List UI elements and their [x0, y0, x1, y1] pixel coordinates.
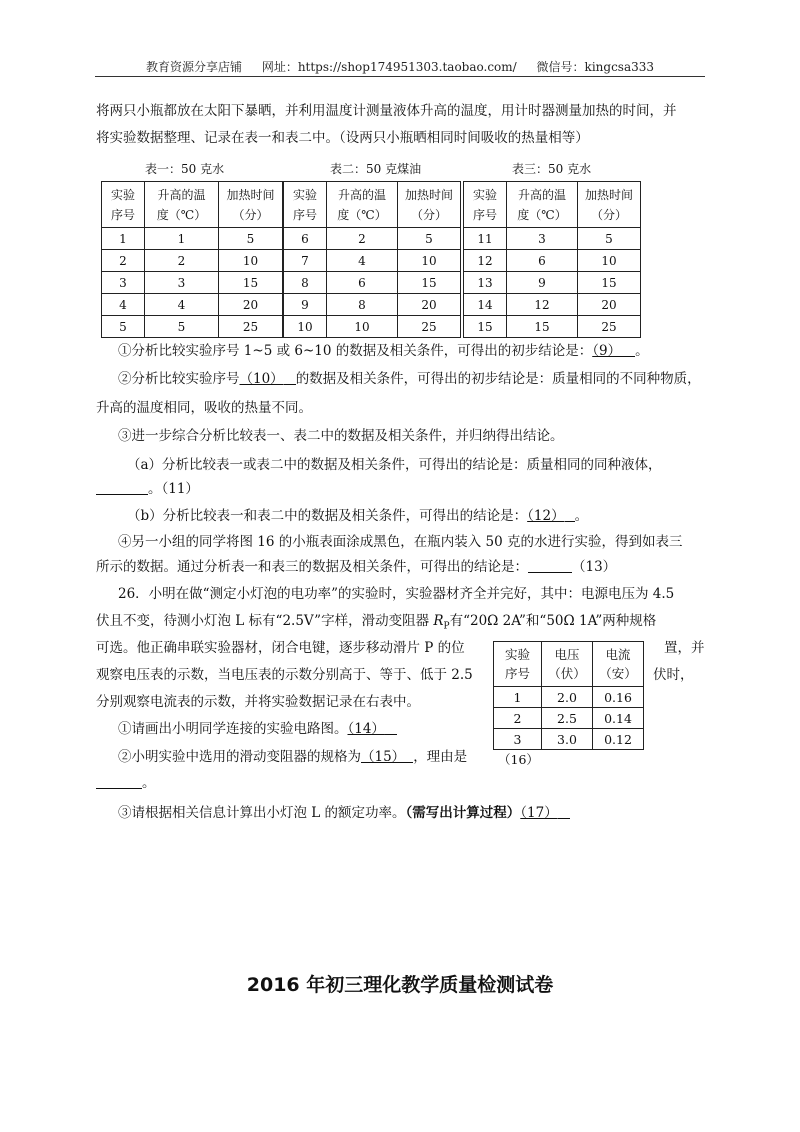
table1-header-temp: 升高的温 度（℃）: [145, 182, 219, 228]
table-voltage-current: [493, 641, 644, 750]
table-row: 5 5 25: [102, 316, 283, 338]
question-4-line-2: 所示的数据。通过分析表一和表三的数据及相关条件，可得出的结论是： （13）: [96, 559, 617, 575]
table-row: 2 2 10: [102, 250, 283, 272]
table-row: 15 15 25: [464, 316, 641, 338]
answer-blank-16[interactable]: （16）: [498, 752, 539, 767]
problem-26-line-5: 分别观察电流表的示数，并将实验数据记录在右表中。: [96, 694, 420, 710]
intro-line-1: 将两只小瓶都放在太阳下暴晒，并利用温度计测量液体升高的温度，用计时器测量加热的时间，并: [96, 103, 677, 119]
answer-blank-10[interactable]: （10）: [239, 371, 284, 387]
table-row: 11 3 5: [464, 228, 641, 250]
problem-26-line-3: 可选。他正确串联实验器材，闭合电键，逐步移动滑片 P 的位: [96, 640, 465, 656]
table-row: 14 12 20: [464, 294, 641, 316]
exam-title: 2016 年初三理化教学质量检测试卷: [246, 974, 554, 996]
answer-blank-17[interactable]: （17）: [520, 805, 558, 821]
table1-header-seq: 实验 序号: [102, 182, 145, 228]
table-row: 4 4 20: [102, 294, 283, 316]
table3-caption: 表三：50 克水: [512, 162, 592, 176]
table2: [283, 181, 461, 338]
intro-line-2: 将实验数据整理、记录在表一和表二中。（设两只小瓶晒相同时间吸收的热量相等）: [96, 130, 589, 146]
shop-name: 教育资源分享店铺: [145, 60, 242, 74]
problem-26-sub-2: ②小明实验中选用的滑动变阻器的规格为（15） ，理由是: [118, 749, 468, 765]
answer-blank-9[interactable]: （9）: [592, 343, 622, 359]
table-row: 6 2 5: [284, 228, 461, 250]
answer-blank-11[interactable]: [96, 480, 148, 495]
question-2-line-2: 升高的温度相同，吸收的热量不同。: [96, 400, 312, 416]
question-3b: （b）分析比较表一和表二中的数据及相关条件，可得出的结论是：（12） 。: [127, 508, 589, 524]
table-row: 2 2.5 0.14: [494, 708, 644, 729]
table3: [463, 181, 641, 338]
table-row: 13 9 15: [464, 272, 641, 294]
table4-header-voltage: 电压 （伏）: [542, 642, 593, 687]
table1-caption: 表一：50 克水: [145, 162, 225, 176]
question-4: ④另一小组的同学将图 16 的小瓶表面涂成黑色，在瓶内装入 50 克的水进行实验，得到如表三: [118, 534, 683, 550]
table1-header-time: 加热时间 （分）: [219, 182, 283, 228]
table4-header-current: 电流 （安）: [593, 642, 644, 687]
table-row: 10 10 25: [284, 316, 461, 338]
table3-header-seq: 实验 序号: [464, 182, 507, 228]
table-row: 3 3.0 0.12: [494, 729, 644, 750]
problem-26-sub-2-line-2: 。: [96, 773, 156, 793]
problem-26-line-2: 伏且不变，待测小灯泡 L 标有“2.5V”字样，滑动变阻器 $R_P$有“20Ω 2A”和“50Ω 1A”两种规格: [96, 613, 657, 632]
problem-26-line-3-end: 置，并: [664, 640, 705, 656]
table2-header-temp: 升高的温 度（℃）: [327, 182, 398, 228]
table4-header-seq: 实验 序号: [494, 642, 542, 687]
table-row: 1 2.0 0.16: [494, 687, 644, 708]
problem-26-line-4: 观察电压表的示数，当电压表的示数分别高于、等于、低于 2.5: [96, 667, 473, 683]
answer-blank-15[interactable]: （15）: [361, 749, 406, 765]
wechat-id: 微信号：kingcsa333: [536, 60, 655, 74]
answer-blank-14[interactable]: （14）: [347, 721, 385, 737]
table1: [101, 181, 283, 338]
question-3a-line-2: 。（11）: [96, 479, 199, 499]
page-header: [95, 58, 705, 75]
question-3a: （a）分析比较表一或表二中的数据及相关条件，可得出的结论是：质量相同的同种液体，: [127, 457, 662, 473]
table-row: 1 1 5: [102, 228, 283, 250]
answer-blank-12[interactable]: （12）: [527, 508, 565, 524]
question-2: ②分析比较实验序号（10） 的数据及相关条件，可得出的初步结论是：质量相同的不同种物质，: [118, 371, 701, 387]
question-3: ③进一步综合分析比较表一、表二中的数据及相关条件，并归纳得出结论。: [118, 428, 564, 444]
problem-26-sub-3: ③请根据相关信息计算出小灯泡 L 的额定功率。（需写出计算过程）（17）: [118, 803, 570, 823]
header-divider: [95, 76, 705, 77]
question-1: ①分析比较实验序号 1~5 或 6~10 的数据及相关条件，可得出的初步结论是：（9） 。: [118, 343, 649, 359]
answer-blank-13[interactable]: （13）: [572, 559, 617, 575]
table-row: 8 6 15: [284, 272, 461, 294]
table-row: 7 4 10: [284, 250, 461, 272]
table-row: 12 6 10: [464, 250, 641, 272]
table2-caption: 表二：50 克煤油: [330, 162, 422, 176]
table2-header-seq: 实验 序号: [284, 182, 327, 228]
shop-url: 网址：https://shop174951303.taobao.com/: [261, 60, 517, 74]
problem-26-sub-1: ①请画出小明同学连接的实验电路图。（14）: [118, 719, 397, 739]
table3-header-time: 加热时间 （分）: [578, 182, 641, 228]
table-row: 9 8 20: [284, 294, 461, 316]
problem-26-line-1: 26．小明在做“测定小灯泡的电功率”的实验时，实验器材齐全并完好，其中：电源电压为 4.5: [118, 586, 675, 602]
table2-header-time: 加热时间 （分）: [398, 182, 461, 228]
problem-26-line-4-end: 伏时，: [653, 667, 694, 683]
table-row: 3 3 15: [102, 272, 283, 294]
table3-header-temp: 升高的温 度（℃）: [507, 182, 578, 228]
